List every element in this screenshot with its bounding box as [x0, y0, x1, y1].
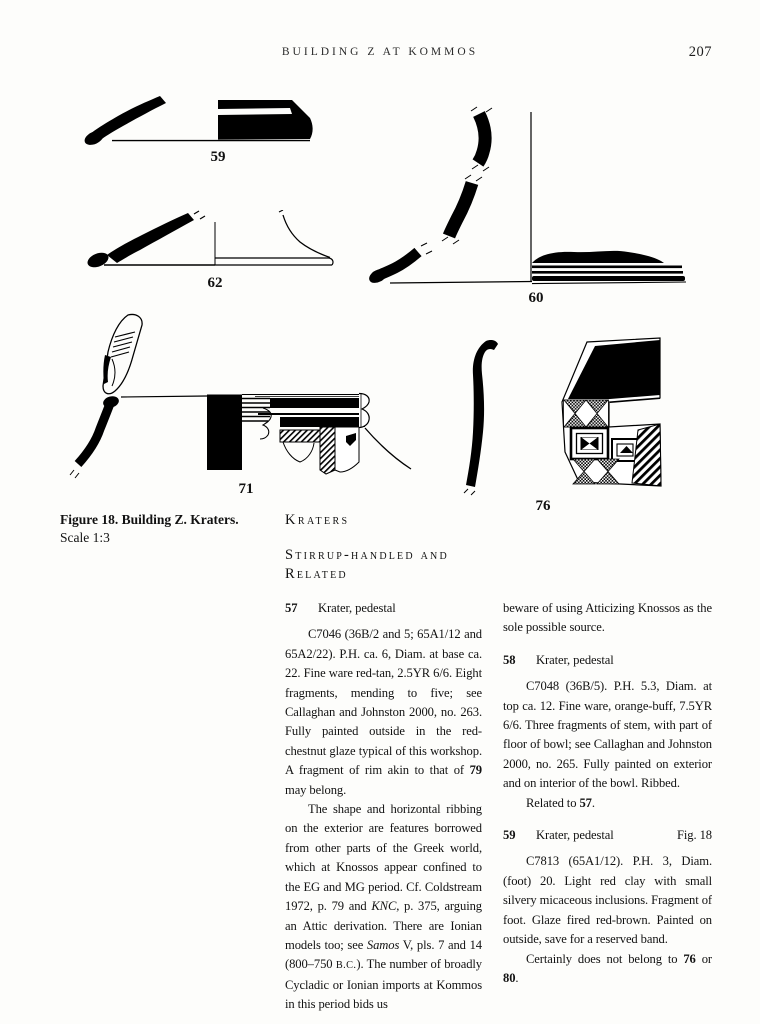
paragraph: C7048 (36B/5). P.H. 5.3, Diam. at top ca. 12. Fine ware, orange-buff, 7.5YR 6/6. Three fragments of stem, with part of floor of bowl; see Callaghan and Johnston 2000, no. 265. Fully painted on exterior and on interior of the bowl. Ribbed.	[503, 679, 712, 791]
paragraph: Related to 57.	[526, 795, 595, 810]
figure-label-59: 59	[210, 149, 226, 165]
running-head: BUILDING Z AT KOMMOS	[281, 46, 479, 58]
entry-title: Krater, pedestal	[536, 828, 614, 843]
entry-number: 59	[503, 828, 516, 843]
figure-label-71: 71	[238, 481, 254, 497]
figure-caption-scale: Scale 1:3	[60, 529, 110, 545]
paragraph: Certainly does not belong to 76 or 80.	[503, 951, 712, 985]
paragraph: C7046 (36B/2 and 5; 65A1/12 and 65A2/22). P.H. ca. 6, Diam. at base ca. 22. Fine ware red-tan, 2.5YR 6/6. Eight fragments, mending to five; see Callaghan and Johnston 2000, no. 263. Fully painted outside in the red-chestnut glaze typical of this workshop. A fragment of rim akin to that of 79 may belong.	[285, 627, 482, 797]
entry-header	[503, 826, 712, 845]
figure-label-62: 62	[207, 275, 223, 291]
drawing-krater-60	[368, 105, 690, 290]
entry-number: 57	[285, 601, 298, 615]
figure-caption	[60, 511, 295, 546]
entry-figure-ref: Fig. 18	[677, 828, 712, 843]
figure-label-76: 76	[535, 498, 551, 514]
paragraph: beware of using Atticizing Knossos as the sole possible source.	[503, 601, 712, 635]
drawing-krater-62	[82, 210, 347, 274]
column-right	[503, 599, 712, 1019]
column-left	[285, 599, 482, 1019]
paragraph: C7813 (65A1/12). P.H. 3, Diam. (foot) 20. Light red clay with small silvery micaceous inclusions. Fragment of foot. Glaze fired red-brown. Painted on outside, save for a reserved band.	[503, 854, 712, 947]
section-heading: Kraters	[285, 512, 350, 528]
section-headings	[285, 512, 505, 583]
entry-number: 58	[503, 652, 516, 667]
entry-header	[285, 599, 482, 618]
figure-label-60: 60	[528, 290, 544, 306]
drawing-krater-76	[458, 336, 708, 500]
page-number: 207	[688, 44, 712, 60]
entry-title: Krater, pedestal	[536, 652, 614, 667]
drawing-krater-59	[82, 92, 317, 154]
entry-title: Krater, pedestal	[318, 601, 396, 615]
section-subheading-line2: Related	[285, 565, 348, 582]
figure-caption-title: Figure 18. Building Z. Kraters.	[60, 512, 239, 527]
drawing-krater-71	[58, 310, 426, 482]
paragraph: The shape and horizontal ribbing on the exterior are features borrowed from other parts of the Greek world, which at Knossos appear confined to the EG and MG period. Cf. Coldstream 1972, p. 79 and KNC, p. 375, arguing an Attic derivation. There are Ionian models too; see Samos V, pls. 7 and 14 (800–750 B.C.). The number of broadly Cycladic or Ionian imports at Kommos in this period bids us	[285, 802, 482, 1012]
section-subheading-line1: Stirrup-handled and	[285, 547, 449, 563]
entry-header	[503, 651, 712, 670]
